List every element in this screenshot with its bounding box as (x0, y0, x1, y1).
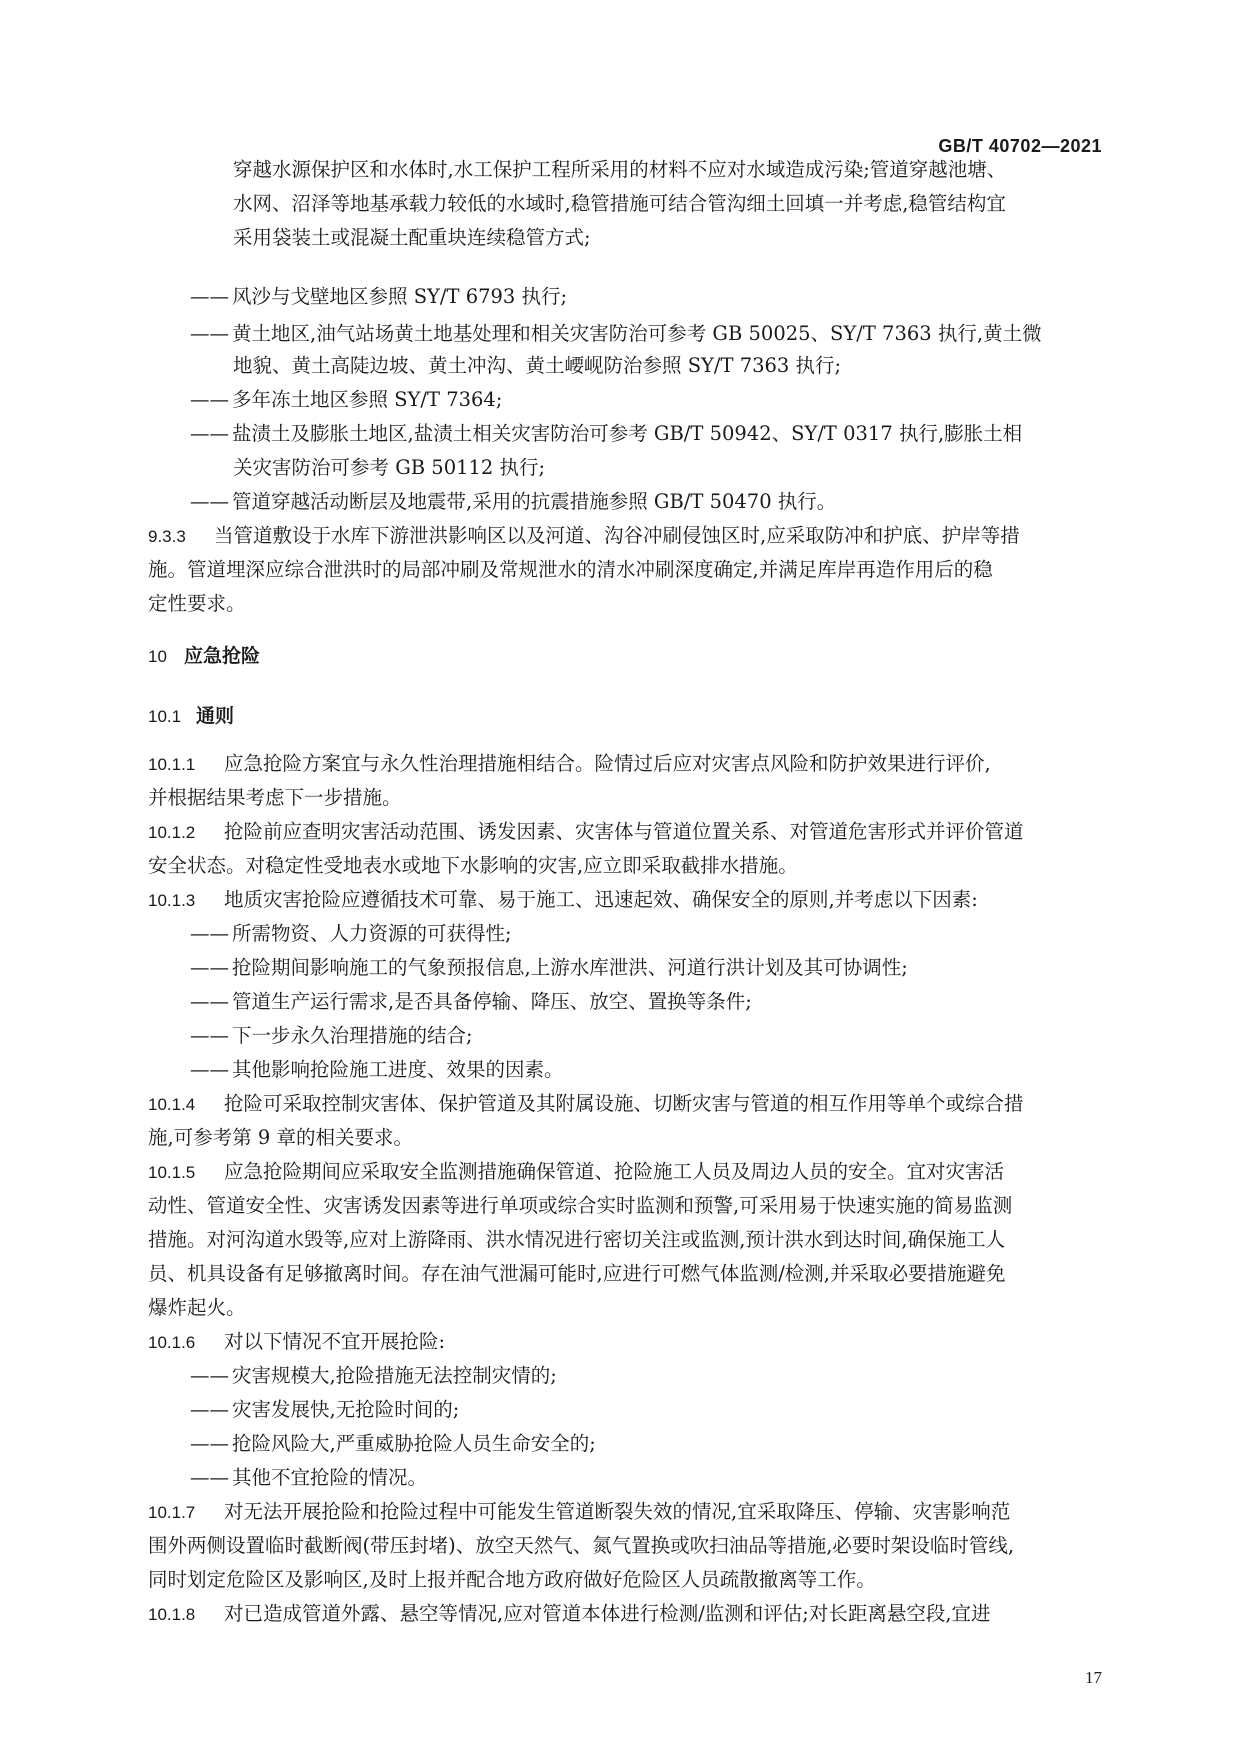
list-dash: —— (190, 1024, 229, 1047)
text-line (148, 1260, 1005, 1288)
clause-number: 10.1.3 (148, 891, 196, 910)
list-item (190, 386, 502, 414)
heading-text: 通则 (196, 705, 235, 727)
list-dash: —— (190, 285, 229, 308)
text-line (148, 1226, 1005, 1254)
line-text: 采用袋装土或混凝土配重块连续稳管方式; (233, 226, 591, 249)
text-line (233, 190, 1006, 218)
clause-paragraph (148, 818, 1024, 847)
clause-number: 10.1.8 (148, 1605, 196, 1624)
line-text: 对以下情况不宜开展抢险: (224, 1330, 446, 1353)
text-line (148, 1294, 246, 1322)
line-text: 措施。对河沟道水毁等,应对上游降雨、洪水情况进行密切关注或监测,预计洪水到达时间,确保施工人 (148, 1228, 1006, 1251)
text-line (148, 784, 402, 812)
line-text: 对无法开展抢险和抢险过程中可能发生管道断裂失效的情况,宜采取降压、停输、灾害影响范 (224, 1500, 1011, 1523)
clause-paragraph (148, 1158, 1004, 1187)
heading-text: 应急抢险 (184, 645, 261, 667)
text-line (148, 556, 993, 584)
list-dash: —— (190, 388, 229, 411)
line-text: 其他影响抢险施工进度、效果的因素。 (232, 1058, 564, 1081)
text-line (233, 352, 841, 380)
clause-number: 10.1.5 (148, 1163, 196, 1182)
line-text: 施。管道埋深应综合泄洪时的局部冲刷及常规泄水的清水冲刷深度确定,并满足库岸再造作用后的稳 (148, 558, 993, 581)
clause-paragraph (148, 1600, 991, 1629)
list-dash: —— (190, 990, 229, 1013)
list-item (190, 1022, 473, 1050)
text-line (148, 590, 246, 618)
line-text: 水网、沼泽等地基承载力较低的水域时,稳管措施可结合管沟细土回填一并考虑,稳管结构宜 (233, 192, 1006, 215)
line-text: 下一步永久治理措施的结合; (232, 1024, 473, 1047)
line-text: 同时划定危险区及影响区,及时上报并配合地方政府做好危险区人员疏散撤离等工作。 (148, 1568, 876, 1591)
list-item (190, 988, 752, 1016)
heading-number: 10.1 (148, 707, 182, 726)
line-text: 黄土地区,油气站场黄土地基处理和相关灾害防治可参考 GB 50025、SY/T 7363 执行,黄土微 (232, 322, 1042, 345)
clause-paragraph (148, 1090, 1024, 1119)
list-item (190, 488, 836, 516)
text-line (148, 852, 798, 880)
line-text: 灾害规模大,抢险措施无法控制灾情的; (232, 1364, 557, 1387)
line-text: 其他不宜抢险的情况。 (232, 1466, 428, 1489)
list-item (190, 1396, 459, 1424)
line-text: 关灾害防治可参考 GB 50112 执行; (233, 456, 546, 479)
clause-paragraph (148, 886, 978, 915)
line-text: 地质灾害抢险应遵循技术可靠、易于施工、迅速起效、确保安全的原则,并考虑以下因素: (224, 888, 978, 911)
clause-number: 10.1.2 (148, 823, 196, 842)
page-number: 17 (1085, 1668, 1102, 1687)
line-text: 抢险期间影响施工的气象预报信息,上游水库泄洪、河道行洪计划及其可协调性; (232, 956, 908, 979)
text-line (233, 224, 591, 252)
list-item (190, 283, 567, 311)
line-text: 应急抢险期间应采取安全监测措施确保管道、抢险施工人员及周边人员的安全。宜对灾害活 (224, 1160, 1005, 1183)
list-item (190, 420, 1022, 448)
heading-number: 10 (148, 647, 167, 666)
clause-number: 10.1.7 (148, 1503, 196, 1522)
clause-number: 10.1.1 (148, 755, 196, 774)
section-heading (148, 642, 260, 671)
list-dash: —— (190, 1432, 229, 1455)
text-line (148, 1532, 1014, 1560)
line-text: 爆炸起火。 (148, 1296, 246, 1319)
line-text: 多年冻土地区参照 SY/T 7364; (232, 388, 503, 411)
text-line (233, 156, 1006, 184)
clause-number: 9.3.3 (148, 527, 186, 546)
list-dash: —— (190, 922, 229, 945)
clause-number: 10.1.4 (148, 1095, 196, 1114)
list-dash: —— (190, 956, 229, 979)
line-text: 对已造成管道外露、悬空等情况,应对管道本体进行检测/监测和评估;对长距离悬空段,宜进 (224, 1602, 991, 1625)
list-item (190, 920, 512, 948)
list-item (190, 320, 1042, 348)
clause-paragraph (148, 750, 991, 779)
list-item (190, 954, 908, 982)
line-text: 管道穿越活动断层及地震带,采用的抗震措施参照 GB/T 50470 执行。 (232, 490, 837, 513)
line-text: 围外两侧设置临时截断阀(带压封堵)、放空天然气、氮气置换或吹扫油品等措施,必要时架设临时管线, (148, 1534, 1015, 1557)
list-dash: —— (190, 1398, 229, 1421)
clause-number: 10.1.6 (148, 1333, 196, 1352)
list-dash: —— (190, 422, 229, 445)
text-line (148, 1124, 413, 1152)
list-dash: —— (190, 1466, 229, 1489)
list-item (190, 1464, 427, 1492)
line-text: 定性要求。 (148, 592, 246, 615)
line-text: 应急抢险方案宜与永久性治理措施相结合。险情过后应对灾害点风险和防护效果进行评价, (224, 752, 991, 775)
line-text: 安全状态。对稳定性受地表水或地下水影响的灾害,应立即采取截排水措施。 (148, 854, 798, 877)
line-text: 并根据结果考虑下一步措施。 (148, 786, 402, 809)
line-text: 动性、管道安全性、灾害诱发因素等进行单项或综合实时监测和预警,可采用易于快速实施的简易监测 (148, 1194, 1013, 1217)
list-dash: —— (190, 1058, 229, 1081)
line-text: 管道生产运行需求,是否具备停输、降压、放空、置换等条件; (232, 990, 752, 1013)
subsection-heading (148, 702, 234, 731)
text-line (148, 1566, 876, 1594)
line-text: 抢险风险大,严重威胁抢险人员生命安全的; (232, 1432, 596, 1455)
list-item (190, 1430, 596, 1458)
line-text: 抢险可采取控制灾害体、保护管道及其附属设施、切断灾害与管道的相互作用等单个或综合措 (224, 1092, 1024, 1115)
line-text: 风沙与戈壁地区参照 SY/T 6793 执行; (232, 285, 568, 308)
line-text: 抢险前应查明灾害活动范围、诱发因素、灾害体与管道位置关系、对管道危害形式并评价管道 (224, 820, 1024, 843)
line-text: 所需物资、人力资源的可获得性; (232, 922, 512, 945)
line-text: 员、机具设备有足够撤离时间。存在油气泄漏可能时,应进行可燃气体监测/检测,并采取必要措施避免 (148, 1262, 1006, 1285)
list-item (190, 1056, 564, 1084)
line-text: 穿越水源保护区和水体时,水工保护工程所采用的材料不应对水域造成污染;管道穿越池塘、 (233, 158, 1007, 181)
list-dash: —— (190, 490, 229, 513)
list-dash: —— (190, 1364, 229, 1387)
clause-paragraph (148, 522, 1020, 551)
line-text: 当管道敷设于水库下游泄洪影响区以及河道、沟谷冲刷侵蚀区时,应采取防冲和护底、护岸等措 (214, 524, 1020, 547)
list-item (190, 1362, 557, 1390)
line-text: 施,可参考第 9 章的相关要求。 (148, 1126, 414, 1149)
line-text: 地貌、黄土高陡边坡、黄土冲沟、黄土崾岘防治参照 SY/T 7363 执行; (233, 354, 842, 377)
clause-paragraph (148, 1498, 1010, 1527)
text-line (148, 1192, 1012, 1220)
line-text: 盐渍土及膨胀土地区,盐渍土相关灾害防治可参考 GB/T 50942、SY/T 0317 执行,膨胀土相 (232, 422, 1023, 445)
list-dash: —— (190, 322, 229, 345)
text-line (233, 454, 545, 482)
line-text: 灾害发展快,无抢险时间的; (232, 1398, 460, 1421)
document-code: GB/T 40702—2021 (938, 136, 1102, 156)
clause-paragraph (148, 1328, 445, 1357)
